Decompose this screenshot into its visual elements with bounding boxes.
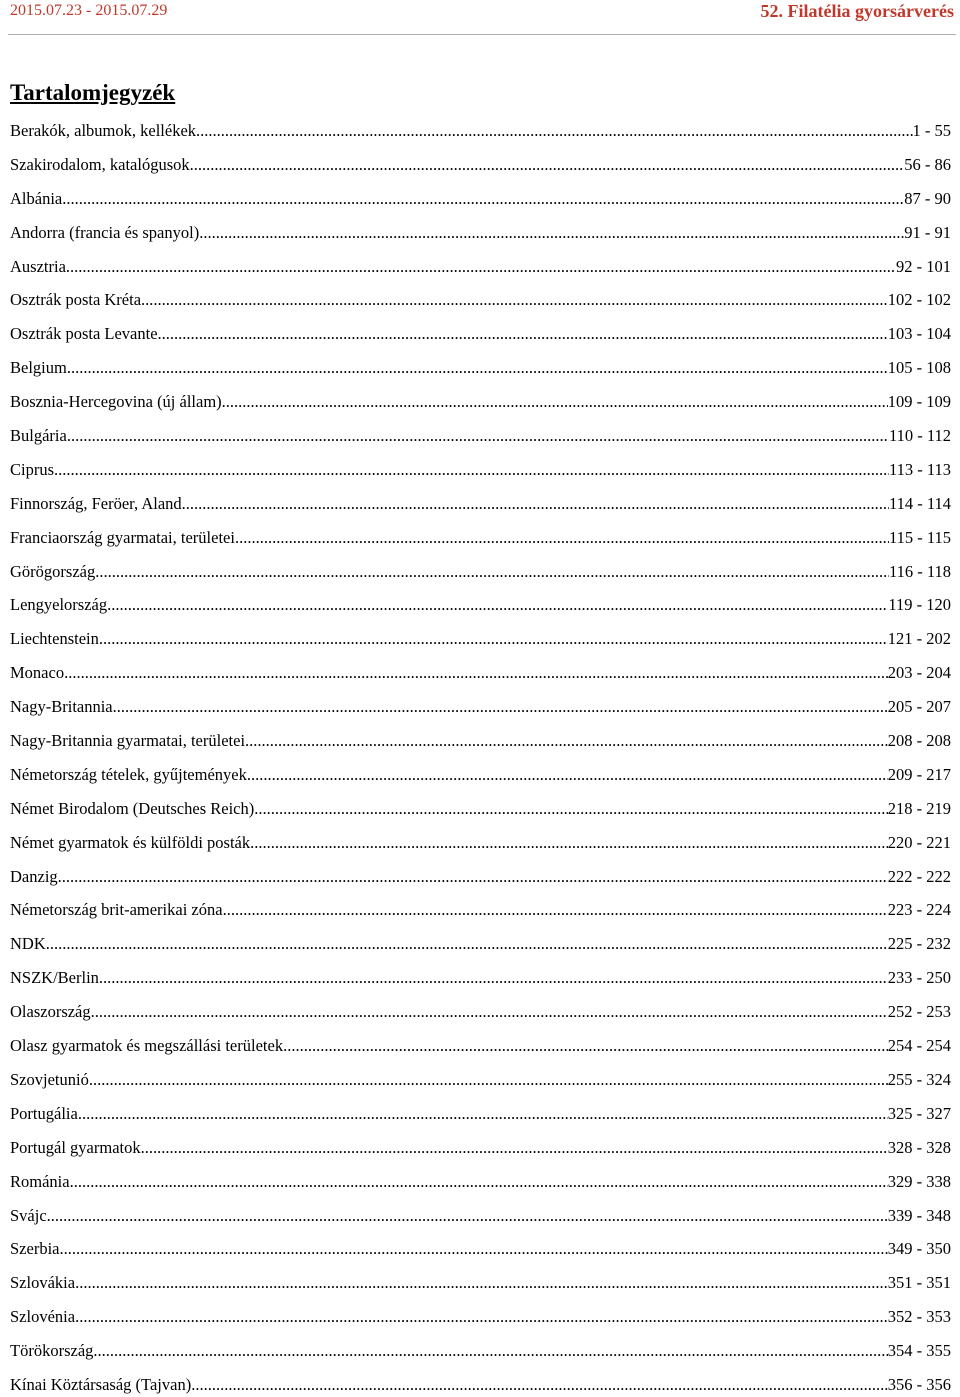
toc-dot-leader xyxy=(75,1266,888,1300)
toc-entry[interactable] xyxy=(10,385,951,419)
header-divider xyxy=(8,34,956,35)
page-header xyxy=(0,0,960,30)
toc-entry[interactable] xyxy=(10,1334,951,1368)
toc-entry-pages: 116 - 118 xyxy=(888,561,951,581)
toc-dot-leader xyxy=(113,690,888,724)
toc-dot-leader xyxy=(47,1199,888,1233)
toc-entry[interactable] xyxy=(10,1097,951,1131)
toc-entry-pages: 208 - 208 xyxy=(887,731,951,751)
toc-entry-pages: 328 - 328 xyxy=(887,1137,951,1157)
toc-entry-pages: 205 - 207 xyxy=(887,697,951,717)
toc-entry-label: Nagy-Britannia xyxy=(10,697,113,717)
toc-entry-label: Kínai Köztársaság (Tajvan) xyxy=(10,1374,192,1394)
toc-entry[interactable] xyxy=(10,182,951,216)
toc-entry-label: Ciprus xyxy=(10,459,55,479)
toc-entry[interactable] xyxy=(10,1300,951,1334)
toc-entry-pages: 222 - 222 xyxy=(887,866,951,886)
toc-entry[interactable] xyxy=(10,1131,951,1165)
toc-dot-leader xyxy=(99,622,888,656)
toc-entry-pages: 113 - 113 xyxy=(888,459,951,479)
toc-entry-label: Osztrák posta Levante xyxy=(10,324,158,344)
toc-dot-leader xyxy=(64,656,888,690)
toc-dot-leader xyxy=(107,588,888,622)
toc-entry-label: Törökország xyxy=(10,1341,94,1361)
toc-entry-label: Olaszország xyxy=(10,1002,91,1022)
toc-entry[interactable] xyxy=(10,521,951,555)
toc-dot-leader xyxy=(67,351,888,385)
toc-entry-label: Osztrák posta Kréta xyxy=(10,290,142,310)
toc-entry-pages: 1 - 55 xyxy=(912,121,951,140)
toc-entry[interactable] xyxy=(10,1063,951,1097)
toc-entry-pages: 114 - 114 xyxy=(888,493,951,513)
toc-entry[interactable] xyxy=(10,622,951,656)
toc-dot-leader xyxy=(141,1131,888,1165)
toc-dot-leader xyxy=(62,182,904,216)
toc-dot-leader xyxy=(182,487,889,521)
toc-entry-label: Portugál gyarmatok xyxy=(10,1137,141,1157)
toc-entry-pages: 325 - 327 xyxy=(887,1103,951,1123)
toc-list xyxy=(10,114,951,1397)
toc-entry-pages: 102 - 102 xyxy=(887,290,951,310)
toc-entry-label: Franciaország gyarmatai, területei xyxy=(10,527,235,547)
toc-entry-pages: 220 - 221 xyxy=(887,832,951,852)
toc-entry-label: Bulgária xyxy=(10,426,67,446)
toc-dot-leader xyxy=(95,555,889,589)
toc-entry[interactable] xyxy=(10,1199,951,1233)
toc-entry[interactable] xyxy=(10,792,951,826)
toc-entry-label: Bosznia-Hercegovina (új állam) xyxy=(10,392,222,412)
toc-entry[interactable] xyxy=(10,148,951,182)
toc-entry-label: Lengyelország xyxy=(10,595,108,615)
toc-dot-leader xyxy=(78,1097,888,1131)
toc-entry-label: Görögország xyxy=(10,561,96,581)
toc-entry-label: Szlovákia xyxy=(10,1273,76,1293)
toc-entry-label: Andorra (francia és spanyol) xyxy=(10,222,200,242)
toc-entry[interactable] xyxy=(10,487,951,521)
toc-entry-label: Liechtenstein xyxy=(10,629,99,649)
toc-entry[interactable] xyxy=(10,351,951,385)
toc-entry-label: Szakirodalom, katalógusok xyxy=(10,154,190,174)
toc-entry-pages: 110 - 112 xyxy=(888,426,951,446)
toc-entry-label: Belgium xyxy=(10,358,67,378)
toc-entry-label: Olasz gyarmatok és megszállási területek xyxy=(10,1036,284,1056)
toc-entry-pages: 105 - 108 xyxy=(887,358,951,378)
toc-entry[interactable] xyxy=(10,1165,951,1199)
toc-entry-pages: 87 - 90 xyxy=(904,188,951,208)
toc-entry-pages: 233 - 250 xyxy=(887,968,951,988)
toc-entry[interactable] xyxy=(10,1029,951,1063)
toc-entry-pages: 119 - 120 xyxy=(888,595,951,615)
toc-entry[interactable] xyxy=(10,114,951,148)
toc-entry-label: Német Birodalom (Deutsches Reich) xyxy=(10,798,255,818)
toc-entry-pages: 225 - 232 xyxy=(887,934,951,954)
toc-dot-leader xyxy=(158,317,888,351)
toc-dot-leader xyxy=(99,961,888,995)
toc-entry-pages: 349 - 350 xyxy=(887,1239,951,1259)
toc-entry-label: Németország tételek, gyűjtemények xyxy=(10,764,247,784)
toc-entry[interactable] xyxy=(10,656,951,690)
toc-entry-pages: 209 - 217 xyxy=(887,764,951,784)
toc-entry-pages: 218 - 219 xyxy=(887,798,951,818)
toc-entry-label: Románia xyxy=(10,1171,70,1191)
toc-entry-pages: 109 - 109 xyxy=(887,392,951,412)
toc-entry-label: Berakók, albumok, kellékek xyxy=(10,121,197,140)
toc-entry-pages: 103 - 104 xyxy=(887,324,951,344)
toc-entry-label: Szlovénia xyxy=(10,1307,76,1327)
toc-dot-leader xyxy=(196,114,912,148)
toc-dot-leader xyxy=(283,1029,888,1063)
auction-date-range: 2015.07.23 - 2015.07.29 xyxy=(10,2,168,19)
toc-entry-pages: 255 - 324 xyxy=(887,1069,951,1089)
toc-entry[interactable] xyxy=(10,758,951,792)
toc-entry[interactable] xyxy=(10,250,951,284)
toc-entry-pages: 254 - 254 xyxy=(887,1036,951,1056)
toc-entry[interactable] xyxy=(10,995,951,1029)
toc-entry-pages: 356 - 356 xyxy=(887,1374,951,1394)
toc-entry[interactable] xyxy=(10,317,951,351)
toc-entry-label: NDK xyxy=(10,934,46,954)
toc-entry-pages: 329 - 338 xyxy=(887,1171,951,1191)
toc-dot-leader xyxy=(223,893,888,927)
toc-entry-label: Svájc xyxy=(10,1205,47,1225)
toc-dot-leader xyxy=(58,860,888,894)
toc-entry-pages: 223 - 224 xyxy=(887,900,951,920)
toc-entry[interactable] xyxy=(10,419,951,453)
toc-dot-leader xyxy=(91,995,888,1029)
toc-entry-label: Ausztria xyxy=(10,256,66,276)
toc-entry[interactable] xyxy=(10,927,951,961)
toc-entry-pages: 115 - 115 xyxy=(888,527,951,547)
toc-dot-leader xyxy=(191,1368,888,1397)
toc-entry-label: Szovjetunió xyxy=(10,1069,89,1089)
toc-entry[interactable] xyxy=(10,588,951,622)
toc-entry[interactable] xyxy=(10,1266,951,1300)
toc-entry-pages: 354 - 355 xyxy=(887,1341,951,1361)
toc-entry-label: Németország brit-amerikai zóna xyxy=(10,900,223,920)
toc-entry-label: Albánia xyxy=(10,188,63,208)
toc-dot-leader xyxy=(66,250,896,284)
toc-entry-label: Szerbia xyxy=(10,1239,60,1259)
toc-entry-pages: 352 - 353 xyxy=(887,1307,951,1327)
toc-entry[interactable] xyxy=(10,1368,951,1397)
toc-entry-label: Német gyarmatok és külföldi posták xyxy=(10,832,251,852)
toc-dot-leader xyxy=(254,792,888,826)
toc-entry-pages: 91 - 91 xyxy=(904,222,951,242)
toc-entry[interactable] xyxy=(10,216,951,250)
toc-dot-leader xyxy=(141,283,888,317)
toc-entry[interactable] xyxy=(10,555,951,589)
toc-entry-pages: 121 - 202 xyxy=(887,629,951,649)
toc-entry[interactable] xyxy=(10,961,951,995)
toc-entry[interactable] xyxy=(10,690,951,724)
toc-entry[interactable] xyxy=(10,283,951,317)
toc-entry-pages: 56 - 86 xyxy=(904,154,951,174)
toc-dot-leader xyxy=(59,1232,887,1266)
toc-entry[interactable] xyxy=(10,724,951,758)
toc-entry-label: NSZK/Berlin xyxy=(10,968,99,988)
toc-entry-pages: 351 - 351 xyxy=(887,1273,951,1293)
toc-dot-leader xyxy=(245,724,888,758)
toc-entry[interactable] xyxy=(10,1232,951,1266)
toc-dot-leader xyxy=(222,385,888,419)
toc-title: Tartalomjegyzék xyxy=(10,80,176,105)
toc-dot-leader xyxy=(67,419,889,453)
toc-entry-pages: 203 - 204 xyxy=(887,663,951,683)
toc-entry[interactable] xyxy=(10,453,951,487)
toc-dot-leader xyxy=(46,927,888,961)
toc-entry-pages: 92 - 101 xyxy=(896,256,951,276)
toc-entry-pages: 252 - 253 xyxy=(887,1002,951,1022)
toc-dot-leader xyxy=(199,216,904,250)
toc-dot-leader xyxy=(250,826,888,860)
toc-entry[interactable] xyxy=(10,826,951,860)
toc-entry-label: Danzig xyxy=(10,866,58,886)
toc-dot-leader xyxy=(75,1300,888,1334)
toc-dot-leader xyxy=(247,758,888,792)
toc-dot-leader xyxy=(70,1165,888,1199)
toc-entry[interactable] xyxy=(10,893,951,927)
toc-dot-leader xyxy=(54,453,889,487)
toc-entry[interactable] xyxy=(10,860,951,894)
auction-title: 52. Filatélia gyorsárverés xyxy=(760,1,954,21)
toc-entry-label: Finnország, Feröer, Aland xyxy=(10,493,182,513)
toc-dot-leader xyxy=(235,521,889,555)
toc-entry-pages: 339 - 348 xyxy=(887,1205,951,1225)
toc-dot-leader xyxy=(89,1063,888,1097)
toc-dot-leader xyxy=(190,148,905,182)
toc-entry-label: Nagy-Britannia gyarmatai, területei xyxy=(10,731,246,751)
toc-entry-label: Monaco xyxy=(10,663,65,683)
toc-dot-leader xyxy=(93,1334,887,1368)
toc-entry-label: Portugália xyxy=(10,1103,78,1123)
